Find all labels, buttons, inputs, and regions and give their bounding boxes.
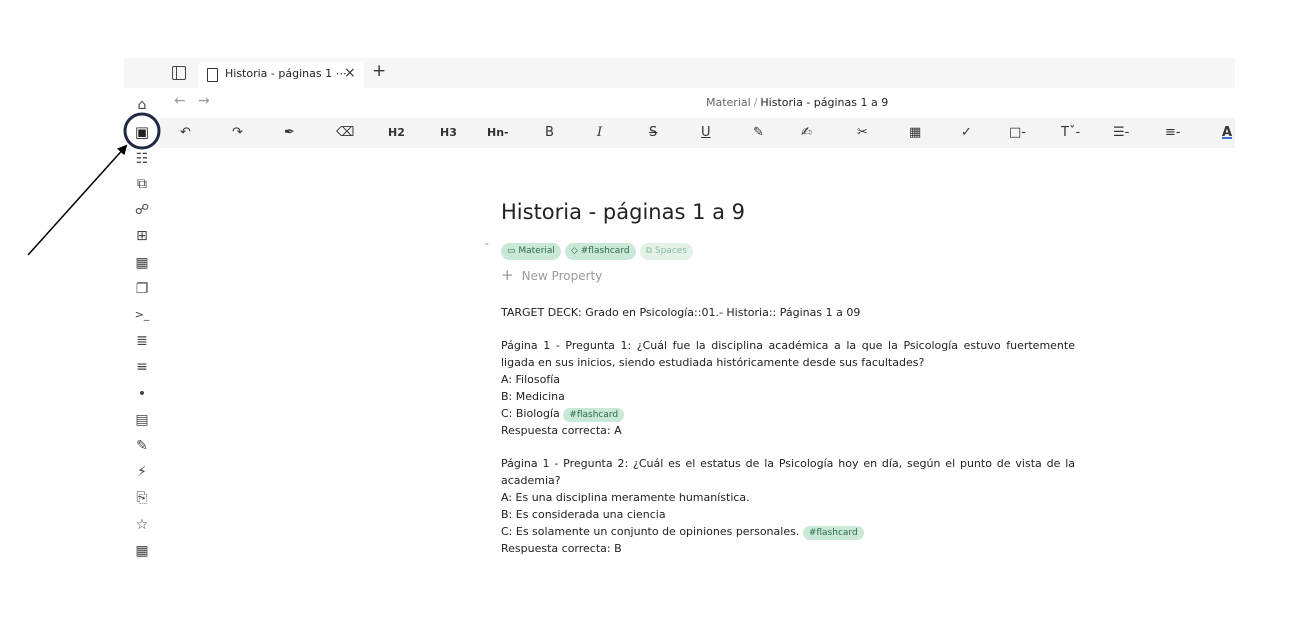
strikethrough-button[interactable]: S: [649, 125, 658, 140]
files-icon[interactable]: ⧉: [137, 176, 147, 192]
left-sidebar: [124, 88, 160, 566]
outline-icon[interactable]: ☷: [135, 151, 149, 167]
new-tab-plus-icon[interactable]: +: [372, 61, 387, 81]
spaces-property[interactable]: ⧉ Spaces: [640, 243, 693, 260]
question-2-text: Página 1 - Pregunta 2: ¿Cuál es el estatus de la Psicología hoy en día, según el punto de vista de la academia?: [501, 457, 1075, 487]
app-window: [124, 58, 1235, 566]
question-2-answer: Respuesta correcta: B: [501, 542, 622, 555]
question-1-option-a: A: Filosofía: [501, 373, 561, 386]
italic-button[interactable]: I: [597, 125, 603, 140]
flashcard-tag[interactable]: #flashcard: [563, 408, 624, 422]
breadcrumb-current: Historia - páginas 1 a 9: [760, 96, 889, 109]
copy-icon[interactable]: ❐: [135, 281, 149, 297]
eraser-icon[interactable]: ⌫: [336, 125, 355, 140]
tab-bar: [124, 58, 1235, 88]
tag-property[interactable]: ◇ #flashcard: [565, 243, 636, 260]
question-1-option-c: C: Biología: [501, 407, 560, 420]
page-title[interactable]: Historia - páginas 1 a 9: [501, 200, 746, 224]
bolt-icon[interactable]: ⚡: [137, 464, 147, 480]
spaces-property-label: Spaces: [654, 246, 687, 256]
document-body[interactable]: [501, 304, 1075, 557]
heading-3-button[interactable]: H3: [440, 126, 457, 139]
question-2-option-c-row: [501, 523, 1075, 540]
breadcrumb: [706, 96, 888, 109]
attachment-icon[interactable]: ✂: [857, 125, 868, 140]
checkbox-icon[interactable]: ✓: [961, 125, 972, 140]
question-2-option-c: C: Es solamente un conjunto de opiniones personales.: [501, 525, 800, 538]
heading-2-button[interactable]: H2: [388, 126, 405, 139]
clipboard-icon[interactable]: ⎘: [136, 490, 148, 506]
close-icon[interactable]: ×: [344, 65, 356, 81]
target-deck-line: TARGET DECK: Grado en Psicología::01.- Historia:: Páginas 1 a 09: [501, 306, 861, 319]
undo-icon[interactable]: ↶: [180, 125, 191, 140]
folder-property-label: Material: [518, 246, 555, 256]
redo-icon[interactable]: ↷: [232, 125, 243, 140]
list-icon[interactable]: ☰-: [1113, 125, 1130, 140]
forward-arrow-icon[interactable]: →: [198, 93, 210, 109]
navigation-row: [160, 88, 1235, 118]
new-property-button[interactable]: [501, 266, 602, 284]
board-icon[interactable]: ▤: [135, 412, 149, 428]
active-document-icon[interactable]: ▣: [134, 123, 150, 141]
bold-button[interactable]: B: [545, 125, 554, 140]
question-1-option-b: B: Medicina: [501, 390, 565, 403]
heading-n-button[interactable]: Hn-: [487, 126, 509, 139]
plus-icon: +: [501, 266, 514, 284]
breadcrumb-parent[interactable]: Material: [706, 96, 751, 109]
text-style-icon[interactable]: Tˇ-: [1061, 125, 1081, 140]
lines-icon[interactable]: ≣: [136, 333, 148, 349]
graph-icon[interactable]: ☍: [134, 202, 150, 218]
underline-button[interactable]: U: [701, 125, 711, 140]
sidebar-toggle-icon[interactable]: [172, 66, 186, 80]
back-arrow-icon[interactable]: ←: [174, 93, 186, 109]
table-icon[interactable]: ▦: [909, 125, 922, 140]
new-property-label: New Property: [521, 269, 603, 283]
flashcard-tag[interactable]: #flashcard: [803, 526, 864, 540]
question-1-option-c-row: [501, 405, 1075, 422]
tab-active[interactable]: [198, 62, 364, 88]
tab-title: Historia - páginas 1 ⋯: [225, 67, 347, 80]
formatting-toolbar: [160, 118, 1235, 148]
properties-row: [501, 238, 697, 256]
highlighter-icon[interactable]: ✎: [753, 125, 764, 140]
folder-property[interactable]: ▭ Material: [501, 243, 561, 260]
calendar-icon[interactable]: ▦: [135, 255, 149, 271]
breadcrumb-separator: /: [753, 96, 758, 109]
document-icon: [207, 68, 218, 82]
microphone-icon[interactable]: •: [137, 386, 147, 402]
font-color-button[interactable]: A: [1222, 125, 1233, 140]
star-icon[interactable]: ☆: [135, 517, 149, 533]
comment-icon[interactable]: □-: [1009, 125, 1026, 140]
pen-icon[interactable]: ✎: [136, 438, 148, 454]
question-1-text: Página 1 - Pregunta 1: ¿Cuál fue la disciplina académica a la que la Psicología estuvo fuertemente ligada en sus inicios, siendo estudiada históricamente desde sus facultades?: [501, 339, 1075, 369]
edit-icon[interactable]: ✍: [801, 125, 812, 140]
question-2-option-a: A: Es una disciplina meramente humanística.: [501, 491, 750, 504]
table-icon[interactable]: ▦: [135, 543, 149, 559]
question-1-answer: Respuesta correcta: A: [501, 424, 622, 437]
home-icon[interactable]: ⌂: [137, 97, 147, 113]
queue-icon[interactable]: ≡: [136, 359, 148, 375]
align-icon[interactable]: ≡-: [1165, 125, 1181, 140]
terminal-icon[interactable]: >_: [134, 308, 150, 321]
grid-icon[interactable]: ⊞: [136, 228, 148, 244]
tag-property-label: #flashcard: [580, 246, 630, 256]
question-2-option-b: B: Es considerada una ciencia: [501, 508, 666, 521]
annotation-arrow: [28, 146, 126, 255]
paint-format-icon[interactable]: ✒: [284, 125, 295, 140]
chevron-down-icon[interactable]: ⌄: [483, 238, 491, 248]
